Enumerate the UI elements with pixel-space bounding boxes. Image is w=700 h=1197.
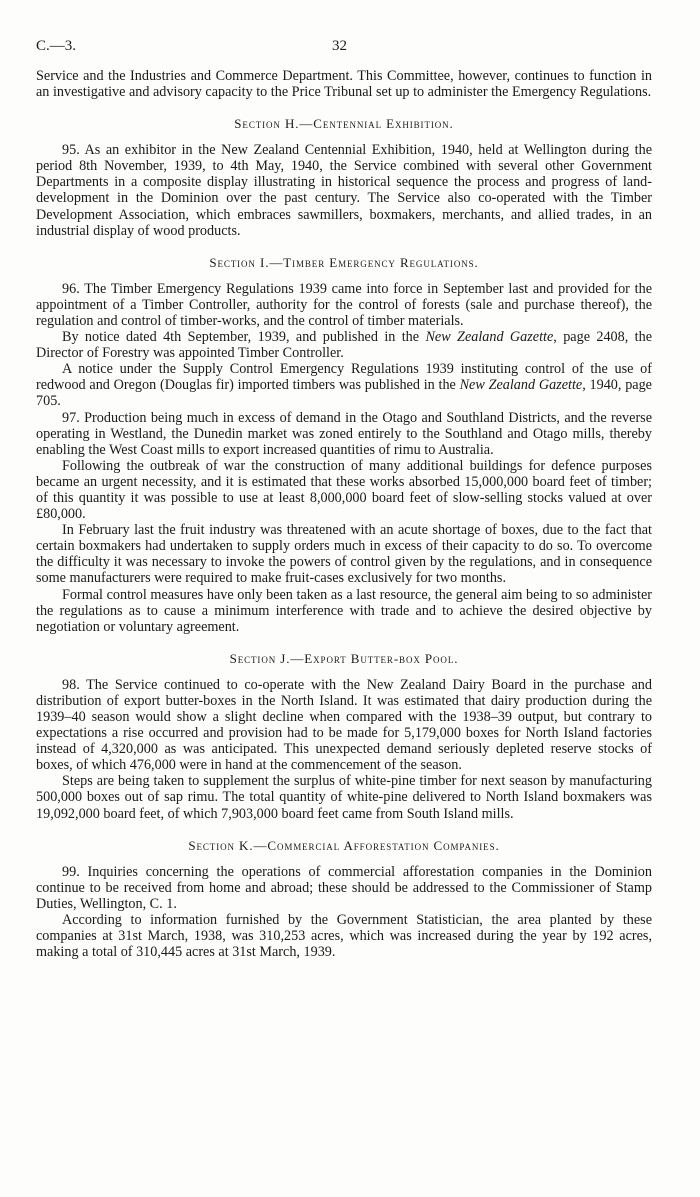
paragraph-98: 98. The Service continued to co-operate with the New Zealand Dairy Board in the purchase and distribution of export butter-boxes in the North Island. It was estimated that dairy production during the 1939–40 season would show a slight decline when compared with the 1938–39 output, but contrary to expectations a rise occurred and provision had to be made for 5,179,000 boxes for North Island factories instead of 4,320,000 as was anticipated. This unexpected demand seriously depleted reserve stocks of boxes, of which 476,000 were in hand at the commencement of the season. — [36, 676, 652, 774]
document-reference: C.—3. — [36, 38, 77, 54]
paragraph-96: 96. The Timber Emergency Regulations 1939 came into force in September last and provided for the appointment of a Timber Controller, authority for the control of forests (sale and purchase thereof), the regulation and control of timber-works, and the control of timber materials. — [36, 280, 652, 329]
section-i-heading: Section I.—Timber Emergency Regulations. — [209, 254, 479, 270]
war-construction-paragraph: Following the outbreak of war the construction of many additional buildings for defence purposes became an urgent necessity, and it is estimated that these works absorbed 15,000,000 board feet of timber; of this quantity it was possible to use at least 8,000,000 board feet of slow-selling stocks valued at over £80,000. — [36, 457, 652, 523]
formal-control-paragraph: Formal control measures have only been taken as a last resource, the general aim being to so administer the regulations as to cause a minimum interference with trade and to achieve the desired objective by negotiation or voluntary agreement. — [36, 586, 652, 635]
page-header — [36, 38, 652, 68]
white-pine-paragraph: Steps are being taken to supplement the surplus of white-pine timber for next season by manufacturing 500,000 boxes out of sap rimu. The total quantity of white-pine delivered to North Island boxmakers was 19,092,000 board feet, of which 7,903,000 board feet came from South Island mills. — [36, 773, 652, 822]
section-k-heading: Section K.—Commercial Afforestation Companies. — [188, 837, 500, 853]
section-j-heading: Section J.—Export Butter-box Pool. — [229, 650, 459, 666]
notice-supply-control-paragraph — [36, 361, 652, 409]
paragraph-97: 97. Production being much in excess of demand in the Otago and Southland Districts, and the reverse operating in Westland, the Dunedin market was zoned entirely to the Southland and Otago mills, thereby enabling the West Coast mills to export increased quantities of rimu to Australia. — [36, 409, 652, 458]
notice-controller-paragraph — [36, 329, 652, 361]
page-number: 32 — [332, 38, 347, 54]
paragraph-95: 95. As an exhibitor in the New Zealand Centennial Exhibition, 1940, held at Wellington during the period 8th November, 1939, to 4th May, 1940, the Service combined with several other Government Departments in a composite display illustrating in historical sequence the process and progress of land-development in the Dominion over the past century. The Service also co-operated with the Timber Development Association, which embraces sawmillers, boxmakers, merchants, and allied trades, in an industrial display of wood products. — [36, 142, 652, 239]
notice-controller-text-a: By notice dated 4th September, 1939, and published in the — [62, 329, 426, 346]
gazette-title: New Zealand Gazette — [459, 377, 583, 394]
intro-paragraph: Service and the Industries and Commerce Department. This Committee, however, continues to function in an investigative and advisory capacity to the Price Tribunal set up to administer the Emergency Regulations. — [36, 68, 652, 101]
notice-supply-text-b: , 1940, page 705. — [36, 377, 652, 410]
section-h-heading: Section H.—Centennial Exhibition. — [234, 116, 454, 132]
gazette-title: New Zealand Gazette — [425, 329, 554, 346]
notice-controller-text-b: , page 2408, the Director of Forestry was appointed Timber Controller. — [36, 329, 652, 362]
fruit-boxes-paragraph: In February last the fruit industry was threatened with an acute shortage of boxes, due to the fact that certain boxmakers had undertaken to supply orders much in excess of their capacity to do so. To overcome the difficulty it was necessary to invoke the powers of control given by the regulations, and in consequence some manufacturers were required to make fruit-cases exclusively for two months. — [36, 522, 652, 587]
notice-supply-text-a: A notice under the Supply Control Emergency Regulations 1939 instituting control of the use of redwood and Oregon (Douglas fir) imported timbers was published in the — [36, 361, 652, 394]
paragraph-99: 99. Inquiries concerning the operations of commercial afforestation companies in the Dominion continue to be received from home and abroad; these should be addressed to the Commissioner of Stamp Duties, Wellington, C. 1. — [36, 863, 652, 912]
planted-area-paragraph: According to information furnished by the Government Statistician, the area planted by these companies at 31st March, 1938, was 310,253 acres, which was increased during the year by 192 acres, making a total of 310,445 acres at 31st March, 1939. — [36, 911, 652, 961]
